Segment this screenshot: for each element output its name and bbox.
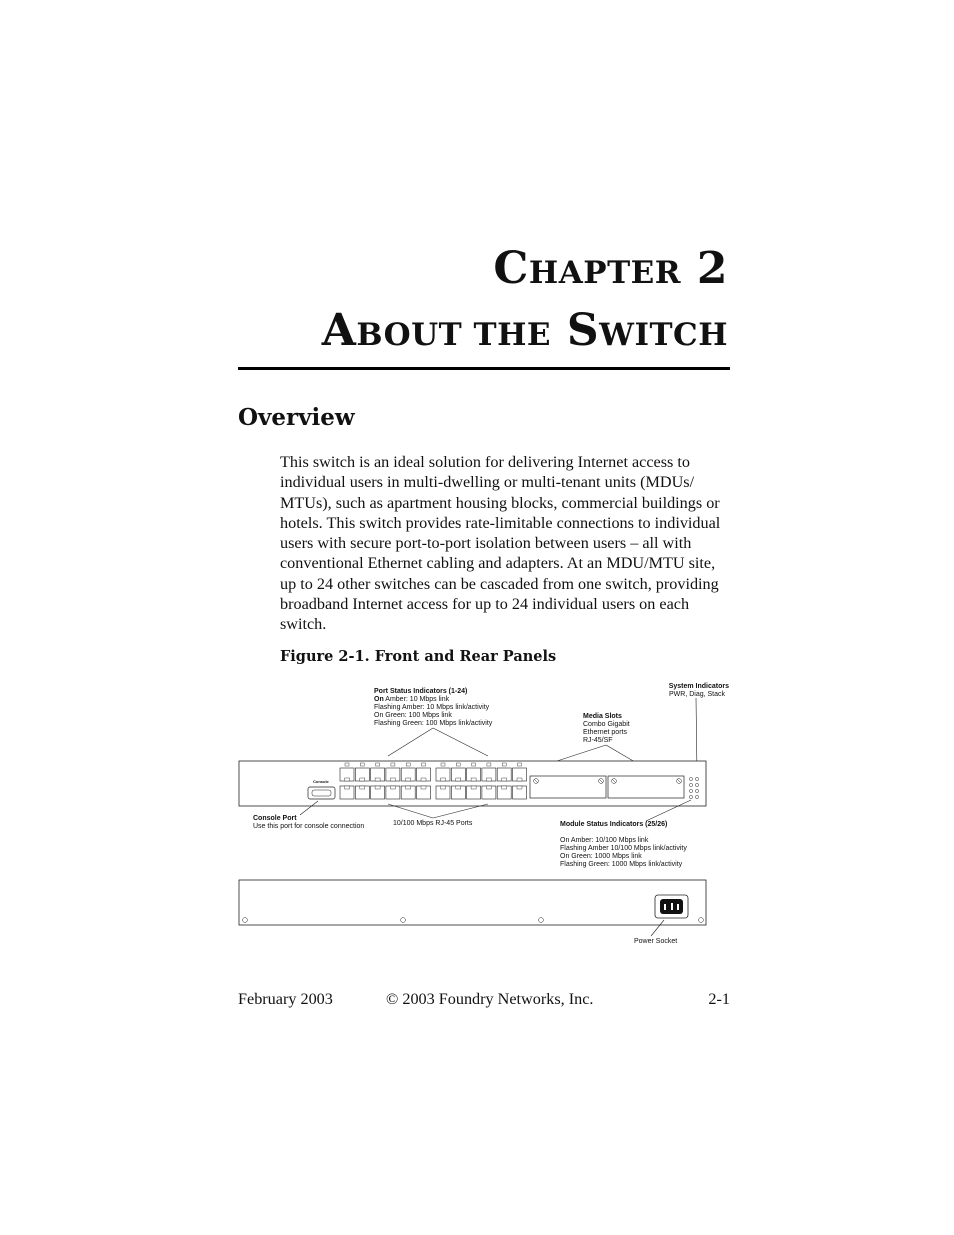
module-status-line-3: On Green: 1000 Mbps link	[560, 853, 642, 860]
chapter-title	[322, 240, 728, 364]
footer-page-number: 2-1	[708, 990, 730, 1008]
rj45-port-latch	[390, 786, 395, 789]
rj45-port-latch	[456, 778, 461, 781]
power-socket-label: Power Socket	[634, 938, 678, 945]
console-connector[interactable]	[308, 787, 335, 799]
title-word-about: BOUT THE	[356, 317, 552, 353]
rj45-port-latch	[486, 778, 491, 781]
module-status-title: Module Status Indicators (25/26)	[560, 821, 668, 828]
module-status-line-2: Flashing Amber 10/100 Mbps link/activity	[560, 845, 687, 852]
title-word-switch: WITCH	[599, 317, 728, 353]
rj45-port-latch	[441, 786, 446, 789]
console-port-detail: Use this port for console connection	[253, 823, 365, 830]
rj45-port-latch	[406, 786, 411, 789]
media-slots-line-3: RJ-45/SF	[583, 737, 613, 744]
module-status-line-1: On Amber: 10/100 Mbps link	[560, 837, 649, 844]
rj45-port-latch	[456, 786, 461, 789]
system-indicators-detail: PWR, Diag, Stack	[668, 691, 725, 698]
console-port-title: Console Port	[253, 815, 297, 822]
overview-paragraph: This switch is an ideal solution for delivering Internet access to individual users in multi-dwelling or multi-tenant units (MDUs/ MTUs), such as apartment housing blocks, commercial buildings or hotels. This switch provides rate-limitable connections to individual users with secure port-to-port isolation between users – all with conventional Ethernet cabling and adapters. At an MDU/MTU site, up to 24 other switches can be cascaded from one switch, providing broadband Internet access for up to 24 individual users on each switch.	[280, 453, 721, 634]
port-status-line-4: Flashing Green: 100 Mbps link/activity	[374, 720, 493, 727]
system-indicators-title: System Indicators	[668, 683, 729, 690]
port-status-line-3: On Green: 100 Mbps link	[374, 712, 452, 719]
rj45-port-latch	[375, 786, 380, 789]
rj45-port-latch	[421, 778, 426, 781]
media-slots-line-1: Combo Gigabit	[583, 721, 630, 728]
console-panel-label: Console	[313, 779, 329, 784]
rj45-port-latch	[360, 786, 365, 789]
rj45-port-latch	[406, 778, 411, 781]
rj45-port-latch	[502, 786, 507, 789]
rj45-port-latch	[517, 786, 522, 789]
rj45-port-latch	[517, 778, 522, 781]
chapter-initial: C	[493, 243, 529, 294]
rj45-port-latch	[375, 778, 380, 781]
rj45-port-latch	[471, 786, 476, 789]
rj45-port-latch	[486, 786, 491, 789]
chapter-title-line-2	[322, 302, 728, 364]
title-initial-s: S	[566, 305, 600, 356]
panels-figure	[236, 680, 736, 955]
title-rule	[238, 367, 730, 370]
footer-date: February 2003	[238, 990, 333, 1008]
chapter-word: HAPTER	[528, 255, 682, 291]
media-slot-1[interactable]	[530, 776, 606, 798]
rj45-port-latch	[390, 778, 395, 781]
rj45-port-latch	[345, 778, 350, 781]
rj45-port-latch	[502, 778, 507, 781]
rj45-port-latch	[360, 778, 365, 781]
port-status-line-2: Flashing Amber: 10 Mbps link/activity	[374, 704, 490, 711]
section-heading: Overview	[238, 404, 355, 431]
media-slots-line-2: Ethernet ports	[583, 729, 627, 736]
rj45-port-latch	[345, 786, 350, 789]
rear-panel	[239, 880, 706, 925]
rj45-ports-label: 10/100 Mbps RJ-45 Ports	[393, 820, 473, 827]
footer-copyright: © 2003 Foundry Networks, Inc.	[386, 990, 594, 1008]
chapter-title-line-1	[322, 240, 728, 302]
rj45-port-latch	[421, 786, 426, 789]
module-status-line-4: Flashing Green: 1000 Mbps link/activity	[560, 861, 683, 868]
port-status-title: Port Status Indicators (1-24)	[374, 688, 468, 695]
title-initial-a: A	[321, 305, 357, 356]
media-slots-title: Media Slots	[583, 713, 622, 720]
port-status-line-1: On Amber: 10 Mbps link	[374, 696, 450, 703]
rj45-port-latch	[471, 778, 476, 781]
rj45-port-latch	[441, 778, 446, 781]
power-socket[interactable]	[655, 895, 688, 918]
media-slot-2[interactable]	[608, 776, 684, 798]
figure-caption: Figure 2-1. Front and Rear Panels	[280, 648, 557, 665]
chapter-number: 2	[696, 243, 728, 294]
